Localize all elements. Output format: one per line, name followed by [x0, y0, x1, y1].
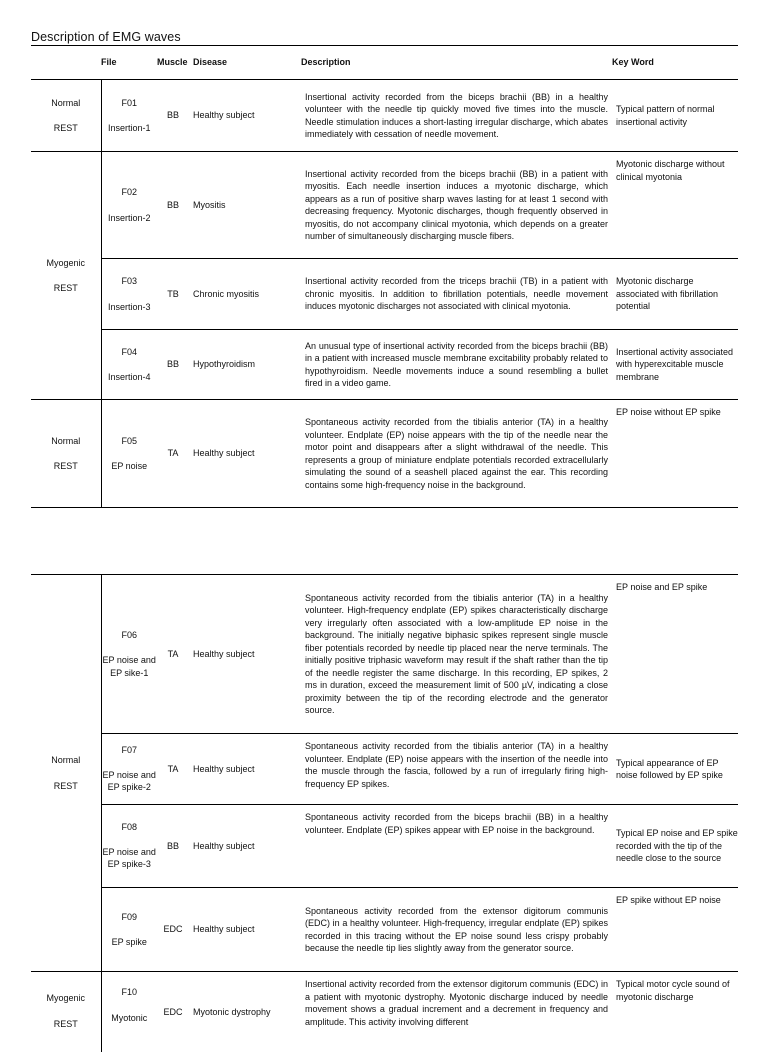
group-cell: [31, 575, 101, 972]
file-id: F09: [121, 911, 137, 922]
table-row: [31, 80, 738, 152]
file-cell: [101, 888, 157, 972]
keyword-cell: [612, 80, 738, 152]
keyword-cell: [612, 888, 738, 972]
description-cell: [301, 259, 612, 330]
keyword-cell: [612, 400, 738, 508]
table-row: [31, 400, 738, 508]
table-row: [31, 152, 738, 259]
muscle-cell: BB: [157, 80, 189, 152]
disease-cell: Myositis: [189, 152, 301, 259]
keyword-text: EP noise and EP spike: [616, 582, 708, 592]
group-state: REST: [53, 780, 78, 791]
group-state: REST: [53, 1018, 78, 1029]
disease-cell: Healthy subject: [189, 805, 301, 888]
description-text: Spontaneous activity recorded from the tibialis anterior (TA) in a healthy volunteer. Endplate (EP) noise appears with the insertion of the needle into the muscle through the fascia, followed by a run of irregularly firing high-frequency EP spikes.: [305, 741, 608, 789]
group-type: Myogenic: [46, 993, 86, 1003]
description-cell: [301, 888, 612, 972]
table-row: [31, 805, 738, 888]
description-text: Insertional activity recorded from the extensor digitorum communis (EDC) in a patient with myotonic dystrophy. Myotonic discharge induced by needle movement shows a gradual increment and a decrement in frequency and amplitude. This activity involving different: [305, 979, 608, 1027]
keyword-text: EP noise without EP spike: [616, 407, 721, 417]
keyword-text: Myotonic discharge associated with fibrillation potential: [616, 276, 719, 312]
disease-cell: Healthy subject: [189, 734, 301, 805]
file-cell: [101, 400, 157, 508]
description-cell: [301, 805, 612, 888]
group-cell: [31, 152, 101, 400]
group-type: Normal: [51, 755, 81, 765]
file-id: F05: [121, 435, 137, 446]
keyword-cell: [612, 734, 738, 805]
description-cell: [301, 575, 612, 734]
description-cell: [301, 152, 612, 259]
group-cell: [31, 400, 101, 508]
file-name: Insertion-1: [107, 123, 151, 133]
keyword-text: Typical pattern of normal insertional activity: [616, 104, 715, 127]
description-cell: [301, 80, 612, 152]
file-cell: [101, 330, 157, 400]
description-cell: [301, 330, 612, 400]
description-text: Spontaneous activity recorded from the biceps brachii (BB) in a healthy volunteer. Endplate (EP) spikes appear with EP noise in the background.: [305, 812, 608, 835]
keyword-text: Typical appearance of EP noise followed by EP spike: [616, 757, 723, 780]
muscle-header: Muscle: [157, 46, 189, 80]
file-name: EP noise and EP sike-1: [102, 655, 156, 678]
description-cell: [301, 400, 612, 508]
table-row: [31, 972, 738, 1052]
keyword-text: Typical motor cycle sound of myotonic discharge: [616, 979, 730, 1002]
keyword-cell: [612, 152, 738, 259]
group-state: REST: [53, 123, 78, 133]
keyword-cell: [612, 805, 738, 888]
muscle-cell: BB: [157, 330, 189, 400]
description-text: Spontaneous activity recorded from the tibialis anterior (TA) in a healthy volunteer. Endplate (EP) noise appears with the tip of the needle near the motor point and disappears after a slight withdrawal of the needle. This represents a group of miniature endplate potentials recorded extracellularly simulating the sound of a seashell placed against the ear. This recording contains some high-frequency noise in the background.: [305, 417, 608, 490]
group-state: REST: [53, 283, 78, 293]
keyword-text: EP spike without EP noise: [616, 895, 721, 905]
description-text: An unusual type of insertional activity recorded from the biceps brachii (BB) in a patient with increased muscle membrane excitability probably related to hypothyroidism. Needle movements induce a sound resembling a bullet fired in a video game.: [305, 340, 608, 388]
disease-cell: Myotonic dystrophy: [193, 1007, 271, 1017]
muscle-cell: BB: [157, 805, 189, 888]
muscle-cell: TA: [157, 734, 189, 805]
document-title: Description of EMG waves: [31, 30, 181, 44]
file-name: Insertion-4: [107, 372, 151, 382]
description-text: Insertional activity recorded from the triceps brachii (TB) in a patient with chronic myositis. In addition to fibrillation potentials, needle movement induces myotonic discharges not associated with clinical myotonia.: [305, 276, 608, 312]
group-header: [31, 46, 101, 80]
file-cell: [101, 152, 157, 259]
file-id: F03: [121, 276, 137, 286]
file-id: F06: [121, 629, 137, 640]
file-name: EP noise and EP spike-3: [102, 846, 156, 870]
keyword-text: Insertional activity associated with hyperexcitable muscle membrane: [616, 346, 734, 382]
file-header: File: [101, 46, 157, 80]
table-row: [31, 888, 738, 972]
file-id: F04: [121, 346, 137, 357]
group-type: Myogenic: [46, 257, 86, 268]
disease-cell: Chronic myositis: [189, 259, 301, 330]
keyword-cell: [612, 330, 738, 400]
muscle-cell: EDC: [157, 888, 189, 972]
keyword-text: Myotonic discharge without clinical myotonia: [616, 159, 725, 182]
description-cell: [301, 972, 612, 1052]
group-type: Normal: [51, 97, 81, 108]
keyword-cell: [612, 575, 738, 734]
disease-cell: Healthy subject: [189, 575, 301, 734]
table-row: [31, 734, 738, 805]
muscle-cell: TB: [157, 259, 189, 330]
file-name: Myotonic: [111, 1012, 148, 1023]
disease-cell: Hypothyroidism: [189, 330, 301, 400]
disease-cell: Healthy subject: [189, 80, 301, 152]
file-name: Insertion-3: [107, 301, 151, 312]
file-id: F10: [121, 987, 137, 997]
muscle-cell: TA: [157, 575, 189, 734]
description-text: Insertional activity recorded from the biceps brachii (BB) in a patient with myositis. Each needle insertion induces a myotonic discharge, which appears as a run of positive sharp waves lasting for at least 1 second with decreasing frequency. Myotonic discharges, though frequently observed in myositis, do not accompany clinical myotonia, which depends on a greater number of simultaneously discharging muscle fibers.: [305, 168, 608, 241]
file-id: F02: [121, 187, 137, 197]
file-cell: [101, 575, 157, 734]
table-row: [31, 259, 738, 330]
table-header-row: [31, 46, 738, 80]
file-cell: [101, 734, 157, 805]
description-cell: [301, 734, 612, 805]
group-cell: [31, 80, 101, 152]
table-row: [31, 330, 738, 400]
file-cell: [101, 972, 157, 1052]
keyword-header: Key Word: [612, 46, 738, 80]
emg-table-part-1: [31, 45, 738, 508]
description-header: Description: [301, 46, 612, 80]
keyword-cell: [612, 259, 738, 330]
file-cell: [101, 80, 157, 152]
file-name: EP noise: [111, 461, 148, 471]
file-name: EP spike: [111, 937, 147, 947]
muscle-cell: EDC: [163, 1007, 183, 1017]
disease-cell: Healthy subject: [193, 448, 255, 459]
description-text: Insertional activity recorded from the biceps brachii (BB) in a healthy volunteer with the needle tip quickly moved five times into the muscle. Needle stimulation induces a short-lasting irregular discharge, which abates immediately with cessation of needle movement.: [305, 91, 608, 139]
file-id: F01: [121, 97, 137, 108]
file-id: F08: [121, 822, 137, 833]
file-id: F07: [121, 745, 137, 756]
description-text: Spontaneous activity recorded from the extensor digitorum communis (EDC) in a healthy volunteer. High-frequency, irregular endplate (EP) spikes recorded in this tracing without the EP noise sound less crispy probably because the needle tip lies slightly away from the generator source.: [305, 905, 608, 953]
muscle-cell: TA: [167, 448, 179, 459]
group-cell: [31, 972, 101, 1052]
keyword-text: Typical EP noise and EP spike recorded with the tip of the needle close to the source: [616, 828, 738, 864]
file-cell: [101, 259, 157, 330]
group-type: Normal: [51, 435, 81, 446]
table-row: [31, 575, 738, 734]
file-name: Insertion-2: [107, 212, 151, 223]
emg-table-part-2: [31, 574, 738, 1052]
disease-cell: Healthy subject: [189, 888, 301, 972]
file-cell: [101, 805, 157, 888]
group-state: REST: [53, 461, 78, 471]
keyword-cell: [612, 972, 738, 1052]
file-name: EP noise and EP spike-2: [102, 769, 156, 793]
disease-header: Disease: [189, 46, 301, 80]
description-text: Spontaneous activity recorded from the tibialis anterior (TA) in a healthy volunteer. High-frequency endplate (EP) spikes characteristically discharge very irregularly often associated with a low-amplitude EP noise in the background. The initially negative biphasic spikes represent single muscle fiber potentials recorded by needle tip placed near the nerve terminals. The initially positive triphasic waveform may result if the shaft rather than the tip of the needle register the same discharge. In this recording, EP spikes, 2 ms in duration, exceed the measurement limit of 500 µV, indicating a close proximity between the tip of the recording electrode and the generator source.: [305, 592, 608, 715]
muscle-cell: BB: [157, 152, 189, 259]
